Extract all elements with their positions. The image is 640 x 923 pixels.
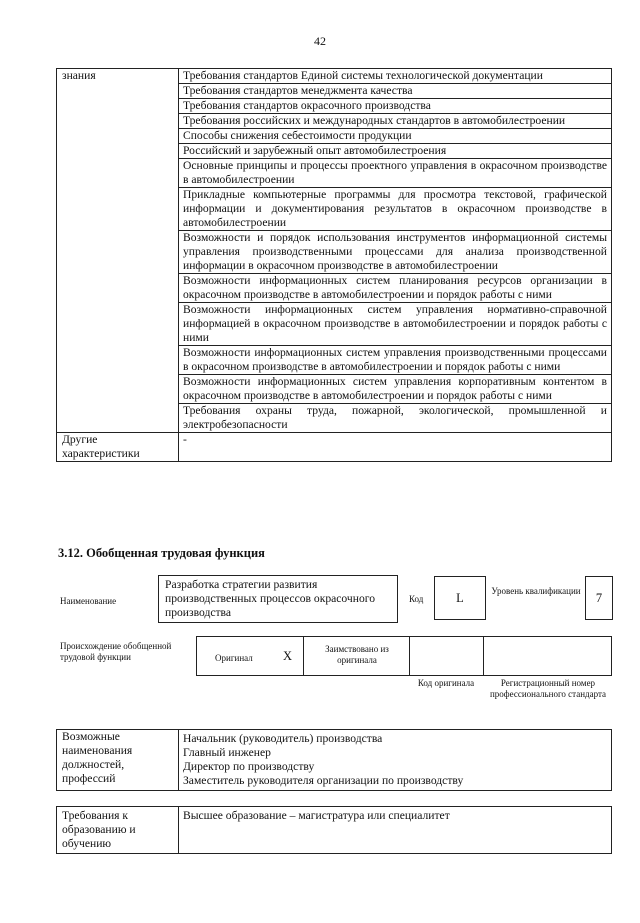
origin-original-label: Оригинал — [215, 653, 253, 663]
knowledge-row: Возможности информационных систем управления производственными процессами в окрасочном производстве в автомобилестроении и порядок работы с ними — [179, 346, 612, 375]
position-item: Заместитель руководителя организации по производству — [179, 774, 612, 791]
knowledge-row: Требования стандартов окрасочного производства — [179, 99, 612, 114]
origin-label: Происхождение обобщенной трудовой функции — [60, 641, 172, 662]
gtf-code-value: L — [434, 576, 486, 620]
education-label: Требования к образованию и обучению — [57, 807, 179, 854]
divider — [303, 636, 304, 676]
origin-original-mark: X — [283, 649, 293, 663]
knowledge-label: знания — [57, 69, 179, 433]
education-value: Высшее образование – магистратура или специалитет — [179, 807, 612, 854]
knowledge-row: Требования стандартов Единой системы технологической документации — [179, 69, 612, 84]
origin-borrowed-label: Заимствовано из оригинала — [325, 644, 389, 665]
gtf-level-label: Уровень квалификации — [491, 586, 581, 596]
origin-code-caption: Код оригинала — [417, 678, 475, 688]
section-title: 3.12. Обобщенная трудовая функция — [58, 546, 265, 560]
knowledge-row: Основные принципы и процессы проектного управления в окрасочном производстве в автомобилестроении — [179, 159, 612, 188]
knowledge-row: Прикладные компьютерные программы для просмотра текстовой, графической информации и документирования результатов в окрасочном производстве в автомобилестроении — [179, 188, 612, 231]
positions-table — [56, 729, 612, 791]
knowledge-row: Требования охраны труда, пожарной, экологической, промышленной и электробезопасности — [179, 404, 612, 433]
gtf-level-value: 7 — [585, 576, 613, 620]
knowledge-row: Требования стандартов менеджмента качества — [179, 84, 612, 99]
divider — [483, 636, 484, 676]
origin-reg-caption: Регистрационный номер профессионального стандарта — [489, 678, 607, 699]
education-table — [56, 806, 612, 854]
gtf-code-label: Код — [409, 594, 424, 604]
knowledge-row: Российский и зарубежный опыт автомобилестроения — [179, 144, 612, 159]
other-characteristics-label: Другие характеристики — [57, 433, 179, 462]
knowledge-table — [56, 68, 612, 462]
page-number: 42 — [314, 34, 326, 48]
gtf-name-value: Разработка стратегии развития производственных процессов окрасочного производства — [158, 575, 398, 623]
knowledge-row: Требования российских и международных стандартов в автомобилестроении — [179, 114, 612, 129]
knowledge-row: Возможности и порядок использования инструментов информационной системы управления производственными процессами для анализа производственной информации в окрасочном производстве в автомобилестроении — [179, 231, 612, 274]
knowledge-row: Возможности информационных систем управления нормативно-справочной информацией в окрасочном производстве в автомобилестроении и порядок работы с ними — [179, 303, 612, 346]
knowledge-row: Способы снижения себестоимости продукции — [179, 129, 612, 144]
divider — [409, 636, 410, 676]
position-item: Начальник (руководитель) производства — [179, 730, 612, 747]
positions-label: Возможные наименования должностей, профессий — [57, 730, 179, 791]
knowledge-row: Возможности информационных систем планирования ресурсов организации в окрасочном производстве в автомобилестроении и порядок работы с ними — [179, 274, 612, 303]
other-characteristics-value: - — [179, 433, 612, 462]
position-item: Главный инженер — [179, 746, 612, 760]
position-item: Директор по производству — [179, 760, 612, 774]
origin-table — [196, 636, 612, 676]
gtf-name-label: Наименование — [60, 596, 117, 606]
knowledge-row: Возможности информационных систем управления корпоративным контентом в окрасочном производстве в автомобилестроении и порядок работы с ними — [179, 375, 612, 404]
